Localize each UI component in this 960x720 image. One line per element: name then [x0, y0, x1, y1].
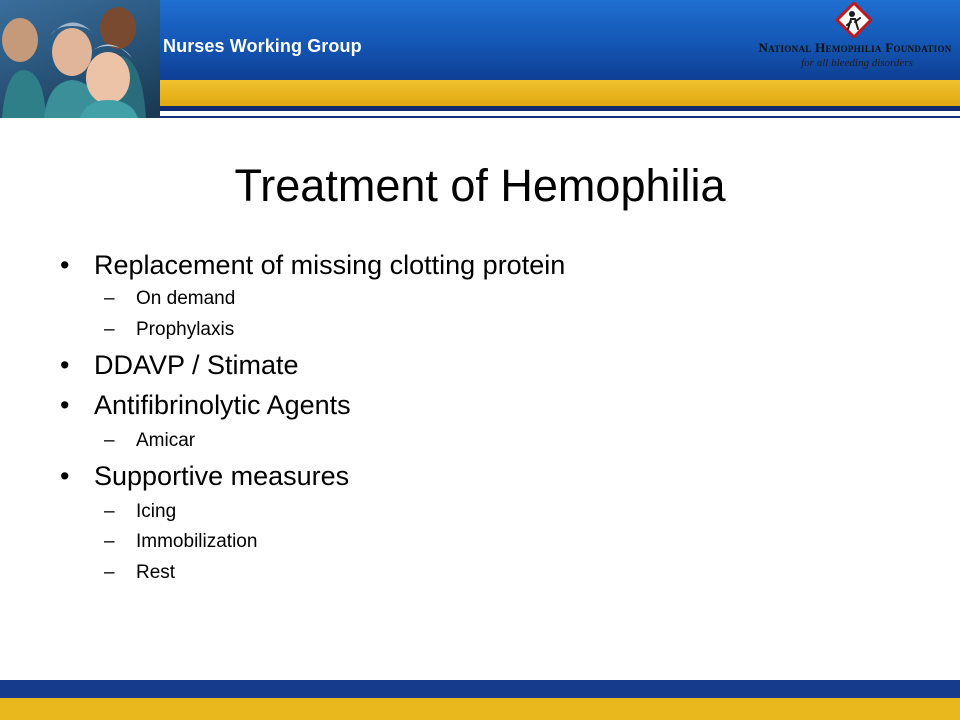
bullet-icon: •: [60, 350, 70, 380]
sub-list-item-label: Prophylaxis: [136, 319, 235, 340]
sub-list-item: [104, 531, 257, 553]
sub-list-item-label: Icing: [136, 501, 177, 522]
list-item-label: Supportive measures: [94, 461, 350, 491]
sub-list-item: [104, 288, 235, 310]
dash-icon: –: [104, 562, 115, 583]
sub-list-item-label: Immobilization: [136, 531, 258, 552]
list-item-label: DDAVP / Stimate: [94, 350, 299, 380]
dash-icon: –: [104, 319, 115, 340]
bullet-icon: •: [60, 390, 70, 420]
footer-navy-band: [0, 680, 960, 698]
list-item: [60, 250, 565, 281]
dash-icon: –: [104, 501, 115, 522]
sub-list-item: [104, 562, 175, 584]
list-item-label: Antifibrinolytic Agents: [94, 390, 351, 420]
sub-list-item-label: Rest: [136, 562, 176, 583]
dash-icon: –: [104, 531, 115, 552]
bullet-icon: •: [60, 250, 70, 280]
sub-list-item: [104, 430, 195, 452]
bullet-icon: •: [60, 461, 70, 491]
footer-gold-band: [0, 698, 960, 720]
sub-list-item-label: Amicar: [136, 430, 196, 451]
group-title: Nurses Working Group: [163, 36, 362, 56]
sub-list-item-label: On demand: [136, 288, 236, 309]
dash-icon: –: [104, 288, 115, 309]
sub-list-item: [104, 501, 176, 523]
list-item: [60, 350, 299, 381]
slide-title: Treatment of Hemophilia: [234, 160, 726, 211]
logo-name: National Hemophilia Foundation: [758, 40, 952, 55]
list-item: [60, 461, 349, 492]
logo-tagline: for all bleeding disorders: [801, 57, 913, 69]
list-item-label: Replacement of missing clotting protein: [94, 250, 566, 280]
list-item: [60, 390, 351, 421]
dash-icon: –: [104, 430, 115, 451]
sub-list-item: [104, 319, 234, 341]
